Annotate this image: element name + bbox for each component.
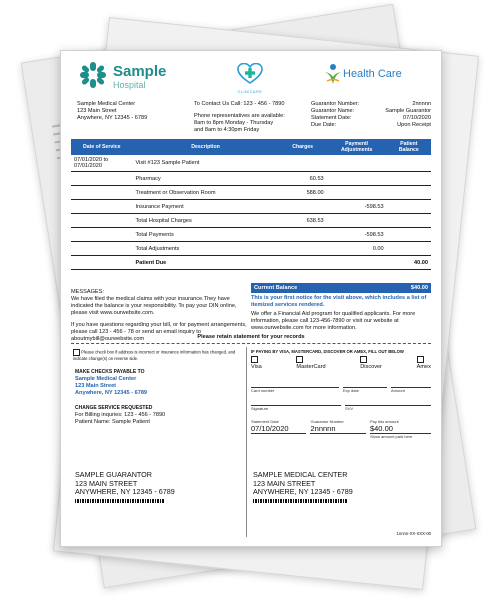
remit-address-city: ANYWHERE, NY 12345 - 6789 xyxy=(253,487,353,496)
guarantor-address-street: 123 MAIN STREET xyxy=(75,478,138,488)
retain-notice: Please retain statement for your records xyxy=(197,334,305,340)
card-option-visa[interactable]: Visa xyxy=(251,356,262,371)
table-row xyxy=(71,228,431,242)
patient-due-row xyxy=(71,256,431,270)
col-date-of-service: Date of Service xyxy=(71,139,133,155)
stub-divider xyxy=(246,347,247,537)
address-change-checkbox[interactable] xyxy=(73,349,80,356)
checks-payable xyxy=(75,369,147,397)
row-description: Total Hospital Charges xyxy=(133,214,279,228)
table-row xyxy=(71,186,431,200)
row-charges: 588.00 xyxy=(279,186,327,200)
billing-statement xyxy=(60,50,442,547)
messages-title: MESSAGES: xyxy=(71,289,104,295)
payment-summary-row: Statement Date 07/10/2020 Guarantor Number 2nnnnn Pay this amount $40.00 Show amount paid here xyxy=(251,419,431,439)
table-header-row xyxy=(71,139,431,155)
hospital-logo-subtitle: Hospital xyxy=(113,80,146,90)
exp-date-field[interactable] xyxy=(343,378,387,388)
clinicare-logo-label: CLINICARE xyxy=(237,90,263,94)
row-charges: 638.53 xyxy=(279,214,327,228)
messages-paragraph-2: If you have questions regarding your bill, or for payment arrangements, please call 123 - 456 - 78 or send an email inquiry to aboutmybill@ourwebsite.com xyxy=(71,322,247,342)
contact-info xyxy=(194,101,285,134)
healthcare-logo xyxy=(323,63,402,90)
amount-field[interactable] xyxy=(391,378,431,388)
change-service-title: CHANGE SERVICE REQUESTED xyxy=(75,405,153,411)
provider-address xyxy=(77,101,147,122)
patient-name: Patient Name: Sample Patient xyxy=(75,419,150,425)
signature-field[interactable] xyxy=(251,396,341,406)
guarantor-number-label: Guarantor Number: xyxy=(311,101,360,107)
row-payments: -598.53 xyxy=(327,228,387,242)
row-description: Treatment or Observation Room xyxy=(133,186,279,200)
tear-line xyxy=(71,343,431,344)
visit-date: 07/01/2020 to 07/01/2020 xyxy=(71,155,133,172)
row-description: Insurance Payment xyxy=(133,200,279,214)
account-info xyxy=(311,101,431,129)
card-option-mastercard[interactable]: MasterCard xyxy=(296,356,325,371)
stub-guarantor-number: 2nnnnn xyxy=(310,424,365,434)
current-balance-label: Current Balance xyxy=(254,285,298,291)
patient-due-label: Patient Due xyxy=(133,256,279,270)
financial-aid-text: We offer a Financial Aid program for qualified applicants. For more information, please call 123-456-7890 or visit our website at www.ourwebsite.com for more information. xyxy=(251,311,416,331)
guarantor-name-label: Guarantor Name: xyxy=(311,108,355,114)
row-payments xyxy=(327,172,387,186)
charges-table xyxy=(71,139,431,270)
checks-payee-name: Sample Medical Center xyxy=(75,376,137,382)
provider-city: Anywhere, NY 12345 - 6789 xyxy=(77,115,148,121)
contact-phone: To Contact Us Call: 123 - 456 - 7890 xyxy=(194,101,285,107)
person-leaf-icon xyxy=(323,63,343,85)
healthcare-logo-label: Health Care xyxy=(343,68,402,80)
card-option-amex[interactable]: Amex xyxy=(417,356,431,371)
provider-street: 123 Main Street xyxy=(77,108,117,114)
row-balance xyxy=(387,200,431,214)
col-charges: Charges xyxy=(279,139,327,155)
patient-due-value: 40.00 xyxy=(387,256,431,270)
statement-date-value: 07/10/2020 xyxy=(403,115,431,121)
billing-inquiries: For Billing inquries: 123 - 456 - 7890 xyxy=(75,412,166,418)
guarantor-address-city: ANYWHERE, NY 12345 - 6789 xyxy=(75,487,175,496)
footer-code: 1nnnn-XX-XXX-00 xyxy=(396,531,431,536)
col-balance: Patient Balance xyxy=(387,139,431,155)
address-change-notice: Please check box if address is incorrect or insurance information has changed, and indicate change(s) on reverse side. xyxy=(73,349,236,361)
remit-barcode xyxy=(253,499,348,503)
col-description: Description xyxy=(133,139,279,155)
remit-address-street: 123 MAIN STREET xyxy=(253,478,316,488)
table-row xyxy=(71,172,431,186)
change-service xyxy=(75,405,165,426)
row-description: Total Payments xyxy=(133,228,279,242)
row-description: Total Adjustments xyxy=(133,242,279,256)
row-payments xyxy=(327,214,387,228)
hospital-logo-title: Sample xyxy=(113,63,167,80)
table-row xyxy=(71,200,431,214)
contact-hours-weekday: 8am to 8pm Monday - Thursday xyxy=(194,120,274,126)
guarantor-address-name: SAMPLE GUARANTOR xyxy=(75,470,152,479)
row-balance xyxy=(387,172,431,186)
postal-barcode xyxy=(75,499,165,503)
contact-hours-friday: and 8am to 4:30pm Friday xyxy=(194,127,260,133)
row-description: Pharmacy xyxy=(133,172,279,186)
pay-this-amount: $40.00 xyxy=(370,424,431,434)
guarantor-name-value: Sample Guarantor xyxy=(385,108,431,114)
row-balance xyxy=(387,228,431,242)
row-charges xyxy=(279,228,327,242)
guarantor-mailing-address xyxy=(75,471,175,503)
statement-date-label: Statement Date: xyxy=(311,115,352,121)
card-number-field[interactable] xyxy=(251,378,339,388)
current-balance-value: $40.00 xyxy=(410,285,428,291)
row-payments xyxy=(327,186,387,200)
checks-payee-city: Anywhere, NY 12345 - 6789 xyxy=(75,390,148,396)
current-balance-box xyxy=(251,283,431,332)
guarantor-number-value: 2nnnnn xyxy=(412,101,431,107)
messages-paragraph-1: We have filed the medical claims with your insurance.They have indicated the balance is your responsibility. To pay your DIN online, please visit www.ourwebsite.com. xyxy=(71,296,237,316)
row-charges: 60.53 xyxy=(279,172,327,186)
row-charges xyxy=(279,200,327,214)
row-payments: -598.53 xyxy=(327,200,387,214)
due-date-value: Upon Receipt xyxy=(397,122,431,128)
visit-description: Visit #123 Sample Patient xyxy=(133,155,279,172)
svv-field[interactable] xyxy=(345,396,431,406)
due-date-label: Due Date: xyxy=(311,122,337,128)
card-type-options xyxy=(251,356,431,371)
hospital-logo-icon xyxy=(79,61,107,89)
card-details-row: Card number Exp date Amount Signature SVV xyxy=(251,378,431,411)
card-payment-title: IF PAYING BY VISA, MASTERCARD, DISCOVER OR AMEX, FILL OUT BELOW xyxy=(251,349,404,354)
row-balance xyxy=(387,242,431,256)
col-payments: Payment/ Adjustments xyxy=(327,139,387,155)
row-charges xyxy=(279,242,327,256)
table-row xyxy=(71,214,431,228)
row-payments: 0.00 xyxy=(327,242,387,256)
clinicare-logo xyxy=(237,63,263,94)
table-row xyxy=(71,242,431,256)
card-option-discover[interactable]: Discover xyxy=(360,356,382,371)
heart-cross-icon xyxy=(237,63,263,85)
remit-address-name: SAMPLE MEDICAL CENTER xyxy=(253,470,348,479)
contact-hours-label: Phone representatives are available: xyxy=(194,113,285,119)
row-balance xyxy=(387,214,431,228)
remit-address xyxy=(253,471,353,503)
provider-name: Sample Medical Center xyxy=(77,101,136,107)
stub-statement-date: 07/10/2020 xyxy=(251,424,306,434)
checks-payee-street: 123 Main Street xyxy=(75,383,117,389)
checks-payable-title: MAKE CHECKS PAYABLE TO xyxy=(75,369,145,375)
current-balance-header xyxy=(251,283,431,293)
table-row xyxy=(71,155,431,172)
row-balance xyxy=(387,186,431,200)
first-notice-text: This is your first notice for the visit above, which includes a list of itemized services rendered. xyxy=(251,295,427,308)
